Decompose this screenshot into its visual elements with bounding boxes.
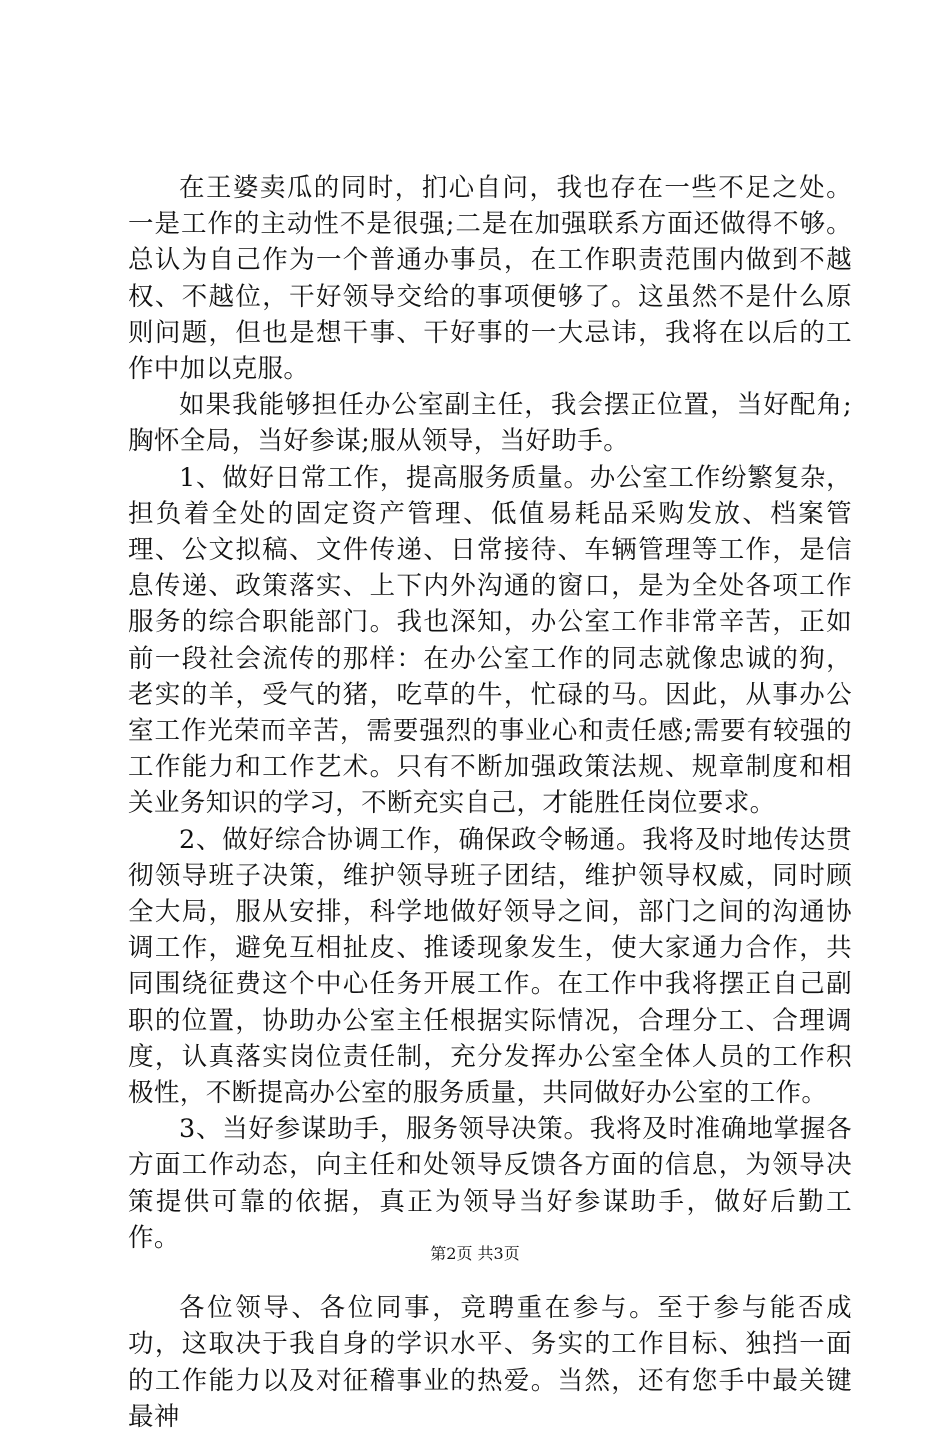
paragraph-closing: 各位领导、各位同事，竞聘重在参与。至于参与能否成功，这取决于我自身的学识水平、务实的工作目标、独挡一面的工作能力以及对征稽事业的热爱。当然，还有您手中最关键最神 <box>128 1293 852 1432</box>
page-number-label: 第2页 共3页 <box>430 1244 520 1263</box>
paragraph-shortcomings: 在王婆卖瓜的同时，扪心自问，我也存在一些不足之处。一是工作的主动性不是很强;二是在加强联系方面还做得不够。总认为自己作为一个普通办事员，在工作职责范围内做到不越权、不越位，干好领导交给的事项便够了。这虽然不是什么原则问题，但也是想干事、干好事的一大忌讳，我将在以后的工作中加以克服。 <box>128 173 852 385</box>
paragraph-coordination: 2、做好综合协调工作，确保政令畅通。我将及时地传达贯彻领导班子决策，维护领导班子团结，维护领导权威，同时顾全大局，服从安排，科学地做好领导之间，部门之间的沟通协调工作，避免互相扯皮、推诿现象发生，使大家通力合作，共同围绕征费这个中心任务开展工作。在工作中我将摆正自己副职的位置，协助办公室主任根据实际情况，合理分工、合理调度，认真落实岗位责任制，充分发挥办公室全体人员的工作积极性，不断提高办公室的服务质量，共同做好办公室的工作。 <box>128 824 852 1109</box>
paragraph-role-commitment: 如果我能够担任办公室副主任，我会摆正位置，当好配角;胸怀全局，当好参谋;服从领导，当好助手。 <box>128 390 852 457</box>
page-footer <box>0 1244 950 1264</box>
paragraph-advisory: 3、当好参谋助手，服务领导决策。我将及时准确地掌握各方面工作动态，向主任和处领导反馈各方面的信息，为领导决策提供可靠的依据，真正为领导当好参谋助手，做好后勤工作。 <box>128 1114 852 1253</box>
paragraph-daily-work: 1、做好日常工作，提高服务质量。办公室工作纷繁复杂，担负着全处的固定资产管理、低值易耗品采购发放、档案管理、公文拟稿、文件传递、日常接待、车辆管理等工作，是信息传递、政策落实、上下内外沟通的窗口，是为全处各项工作服务的综合职能部门。我也深知，办公室工作非常辛苦，正如前一段社会流传的那样：在办公室工作的同志就像忠诚的狗，老实的羊，受气的猪，吃草的牛，忙碌的马。因此，从事办公室工作光荣而辛苦，需要强烈的事业心和责任感;需要有较强的工作能力和工作艺术。只有不断加强政策法规、规章制度和相关业务知识的学习，不断充实自己，才能胜任岗位要求。 <box>128 462 852 819</box>
